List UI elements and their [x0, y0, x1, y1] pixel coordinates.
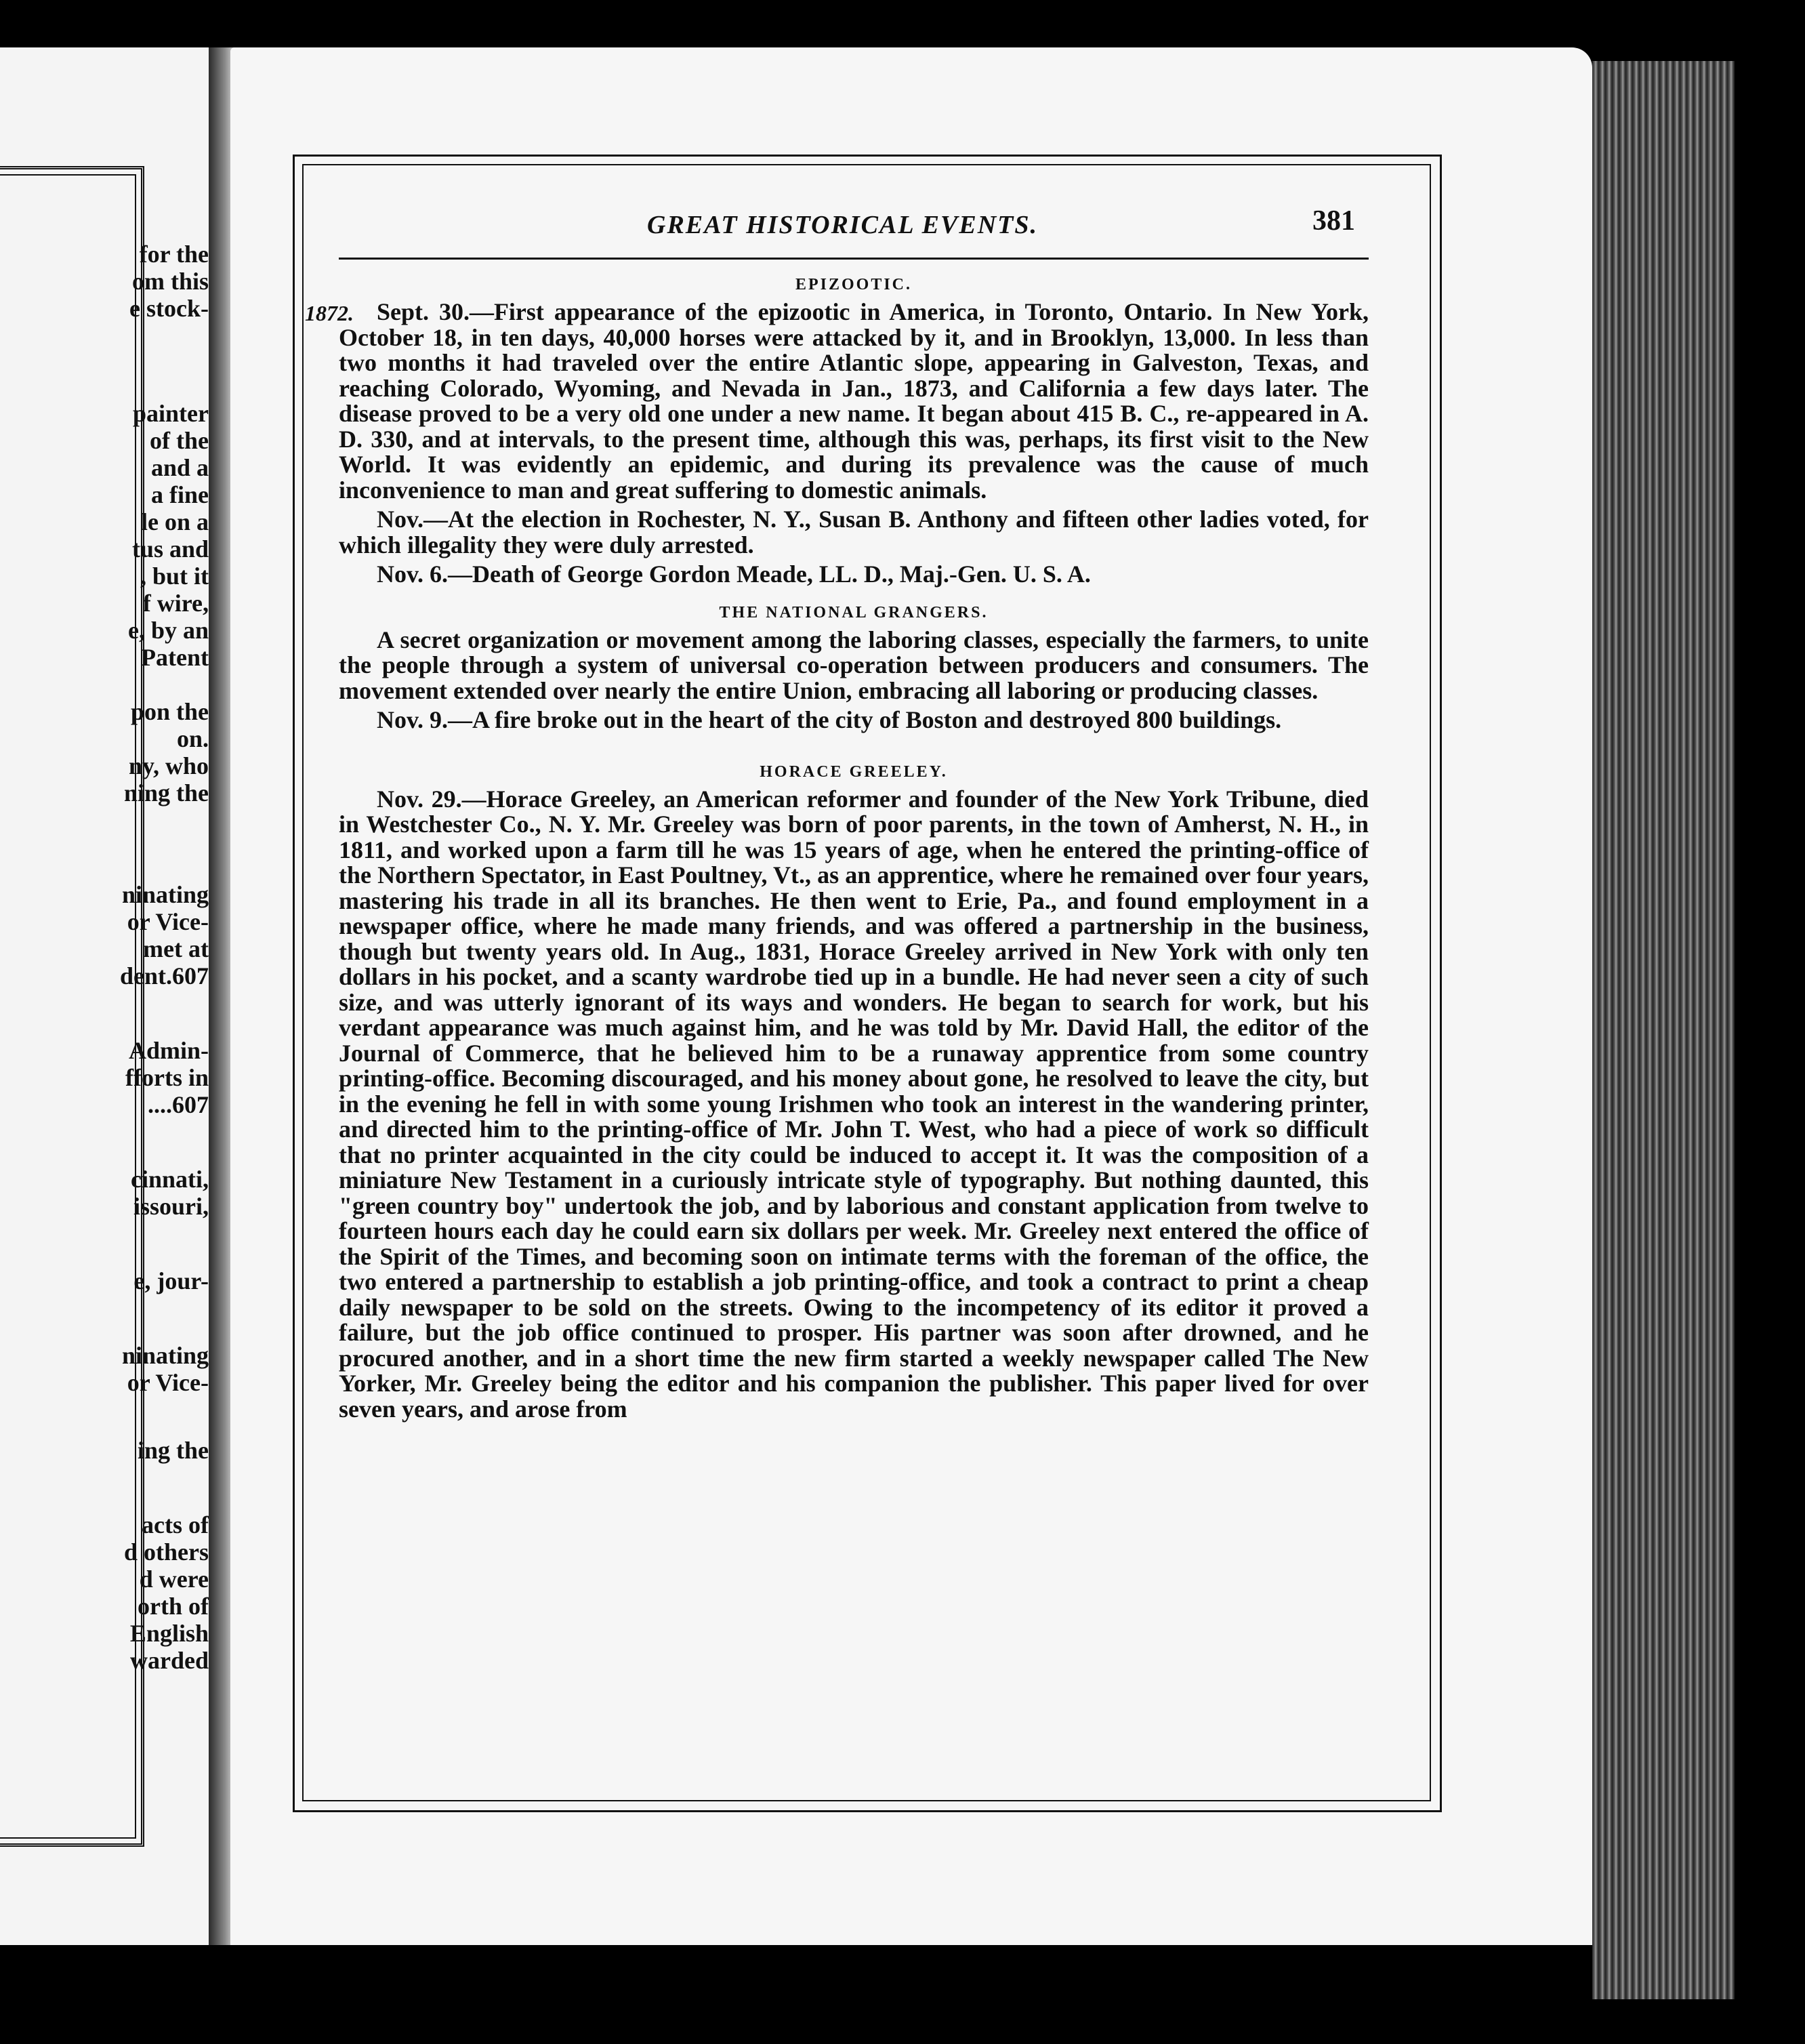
- page-number: 381: [1312, 205, 1355, 237]
- previous-page-line: or Vice-: [127, 908, 209, 935]
- paragraph-boston-fire: Nov. 9.—A fire broke out in the heart of the city of Boston and destroyed 800 buildings.: [377, 706, 1282, 733]
- previous-page-line: ninating: [121, 1342, 209, 1369]
- paragraph-greeley: Nov. 29.—Horace Greeley, an American reformer and founder of the New York Tribune, died in Westchester Co., N. Y. Mr. Greeley was born of poor parents, in the town of Amherst, N. H., in 1811, and worked upon a farm till he was 15 years of age, when he entered the printing-office of the Northern Spectator, in East Poultney, Vt., as an apprentice, where he remained over four years, mastering his trade in all its branches. He then went to Erie, Pa., and found employment in a newspaper office, where he made many friends, and was offered a partnership in the business, though but twenty years old. In Aug., 1831, Horace Greeley arrived in New York with only ten dollars in his pocket, and a scanty wardrobe tied up in a bundle. He had never seen a city of such size, and was utterly ignorant of its ways and wonders. He began to search for work, but his verdant appearance was much against him, and he was told by Mr. David Hall, the editor of the Journal of Commerce, that he believed him to be a runaway apprentice from some country printing-office. Becoming discouraged, and his money about gone, he resolved to leave the city, but in the evening he fell in with some young Irishmen who took an interest in the wandering printer, and directed him to the printing-office of Mr. John T. West, who had a piece of work so difficult that no printer acquainted in the city could be induced to accept it. It was the composition of a miniature New Testament in a curiously intricate style of typography. But nothing daunted, this "green country boy" undertook the job, and by laborious and constant application from twelve to fourteen hours each day he could earn six dollars per week. Mr. Greeley next entered the office of the Spirit of the Times, and becoming soon on intimate terms with the foreman of the office, the two entered a partnership to establish a job printing-office, and took a contract to print a cheap daily newspaper to be sold on the streets. Owing to the incompetency of its editor it proved a failure, but the job office continued to prosper. His partner was soon after drowned, and he procured another, and in a short time the new firm started a weekly newspaper called The New Yorker, Mr. Greeley being the editor and his companion the publisher. This paper lived for over seven years, and arose from: [339, 785, 1369, 1423]
- previous-page-line: ninating: [121, 881, 209, 908]
- page-edges: [1592, 61, 1735, 1999]
- header-rule: [339, 258, 1369, 260]
- previous-page-line: on.: [176, 725, 209, 752]
- previous-page-line: , but it: [140, 563, 209, 590]
- previous-page-line: met at: [143, 935, 209, 962]
- previous-page-line: ing the: [137, 1437, 209, 1464]
- previous-page-line: or Vice-: [127, 1369, 209, 1396]
- previous-page-line: le on a: [140, 508, 209, 535]
- running-title: GREAT HISTORICAL EVENTS.: [647, 211, 1038, 239]
- previous-page-line: ....607: [148, 1091, 209, 1118]
- previous-page-line: f wire,: [142, 590, 209, 617]
- previous-page: [0, 47, 209, 1945]
- paragraph-election: Nov.—At the election in Rochester, N. Y., Susan B. Anthony and fifteen other ladies voted, for which illegality they were duly arrested.: [339, 506, 1369, 558]
- previous-page-line: issouri,: [133, 1193, 209, 1220]
- paragraph-grangers: A secret organization or movement among the laboring classes, especially the farmers, to unite the people through a system of universal co-operation between producers and consumers. The movement extended over nearly the entire Union, embracing all laboring or producing classes.: [339, 626, 1369, 704]
- previous-page-line: painter: [133, 400, 209, 427]
- page-content: [305, 203, 1369, 1423]
- previous-page-line: e stock-: [129, 295, 209, 322]
- previous-page-line: for the: [139, 241, 209, 268]
- previous-page-line: d were: [139, 1566, 209, 1593]
- previous-page-line: ny, who: [128, 752, 209, 779]
- previous-page-line: of the: [150, 427, 209, 454]
- previous-page-line: e, by an: [127, 617, 209, 644]
- section-heading-greeley: HORACE GREELEY.: [760, 762, 948, 781]
- previous-page-line: tus and: [131, 535, 209, 563]
- previous-page-line: and a: [150, 454, 209, 481]
- previous-page-line: orth of: [138, 1593, 209, 1620]
- previous-page-line: pon the: [130, 698, 209, 725]
- previous-page-line: warded: [130, 1647, 209, 1674]
- bottom-shadow: [230, 1945, 1592, 2044]
- year-label: 1872.: [305, 301, 354, 325]
- previous-page-line: fforts in: [125, 1064, 209, 1091]
- previous-page-line: dent.607: [119, 962, 209, 989]
- section-epizootic: [305, 298, 1369, 588]
- previous-page-line: ning the: [123, 779, 209, 806]
- section-heading-grangers: THE NATIONAL GRANGERS.: [719, 603, 989, 621]
- paragraph-epizootic: Sept. 30.—First appearance of the epizootic in America, in Toronto, Ontario. In New York, October 18, in ten days, 40,000 horses were attacked by it, and in Brooklyn, 13,000. In less than two months it had traveled over the entire Atlantic slope, appearing in Galveston, Texas, and reaching Colorado, Wyoming, and Nevada in Jan., 1873, and California a few days later. The disease proved to be a very old one under a new name. It began about 415 B. C., re-appeared in A. D. 330, and at intervals, to the present time, although this was, perhaps, its first visit to the New World. It was evidently an epidemic, and during its prevalence was the cause of much inconvenience to man and great suffering to domestic animals.: [339, 298, 1369, 504]
- page-header: [339, 203, 1369, 255]
- section-heading-epizootic: EPIZOOTIC.: [795, 276, 913, 293]
- previous-page-line: d others: [124, 1538, 209, 1566]
- previous-page-line: cinnati,: [130, 1166, 209, 1193]
- previous-page-line: Admin-: [128, 1037, 209, 1064]
- paragraph-meade: Nov. 6.—Death of George Gordon Meade, LL. D., Maj.-Gen. U. S. A.: [377, 560, 1091, 588]
- previous-page-line: a fine: [151, 481, 209, 508]
- previous-page-line: om this: [131, 268, 209, 295]
- previous-page-line: e, jour-: [133, 1267, 209, 1294]
- previous-page-line: Patent: [141, 644, 209, 671]
- previous-page-line: acts of: [142, 1511, 209, 1538]
- previous-page-line: English: [129, 1620, 209, 1647]
